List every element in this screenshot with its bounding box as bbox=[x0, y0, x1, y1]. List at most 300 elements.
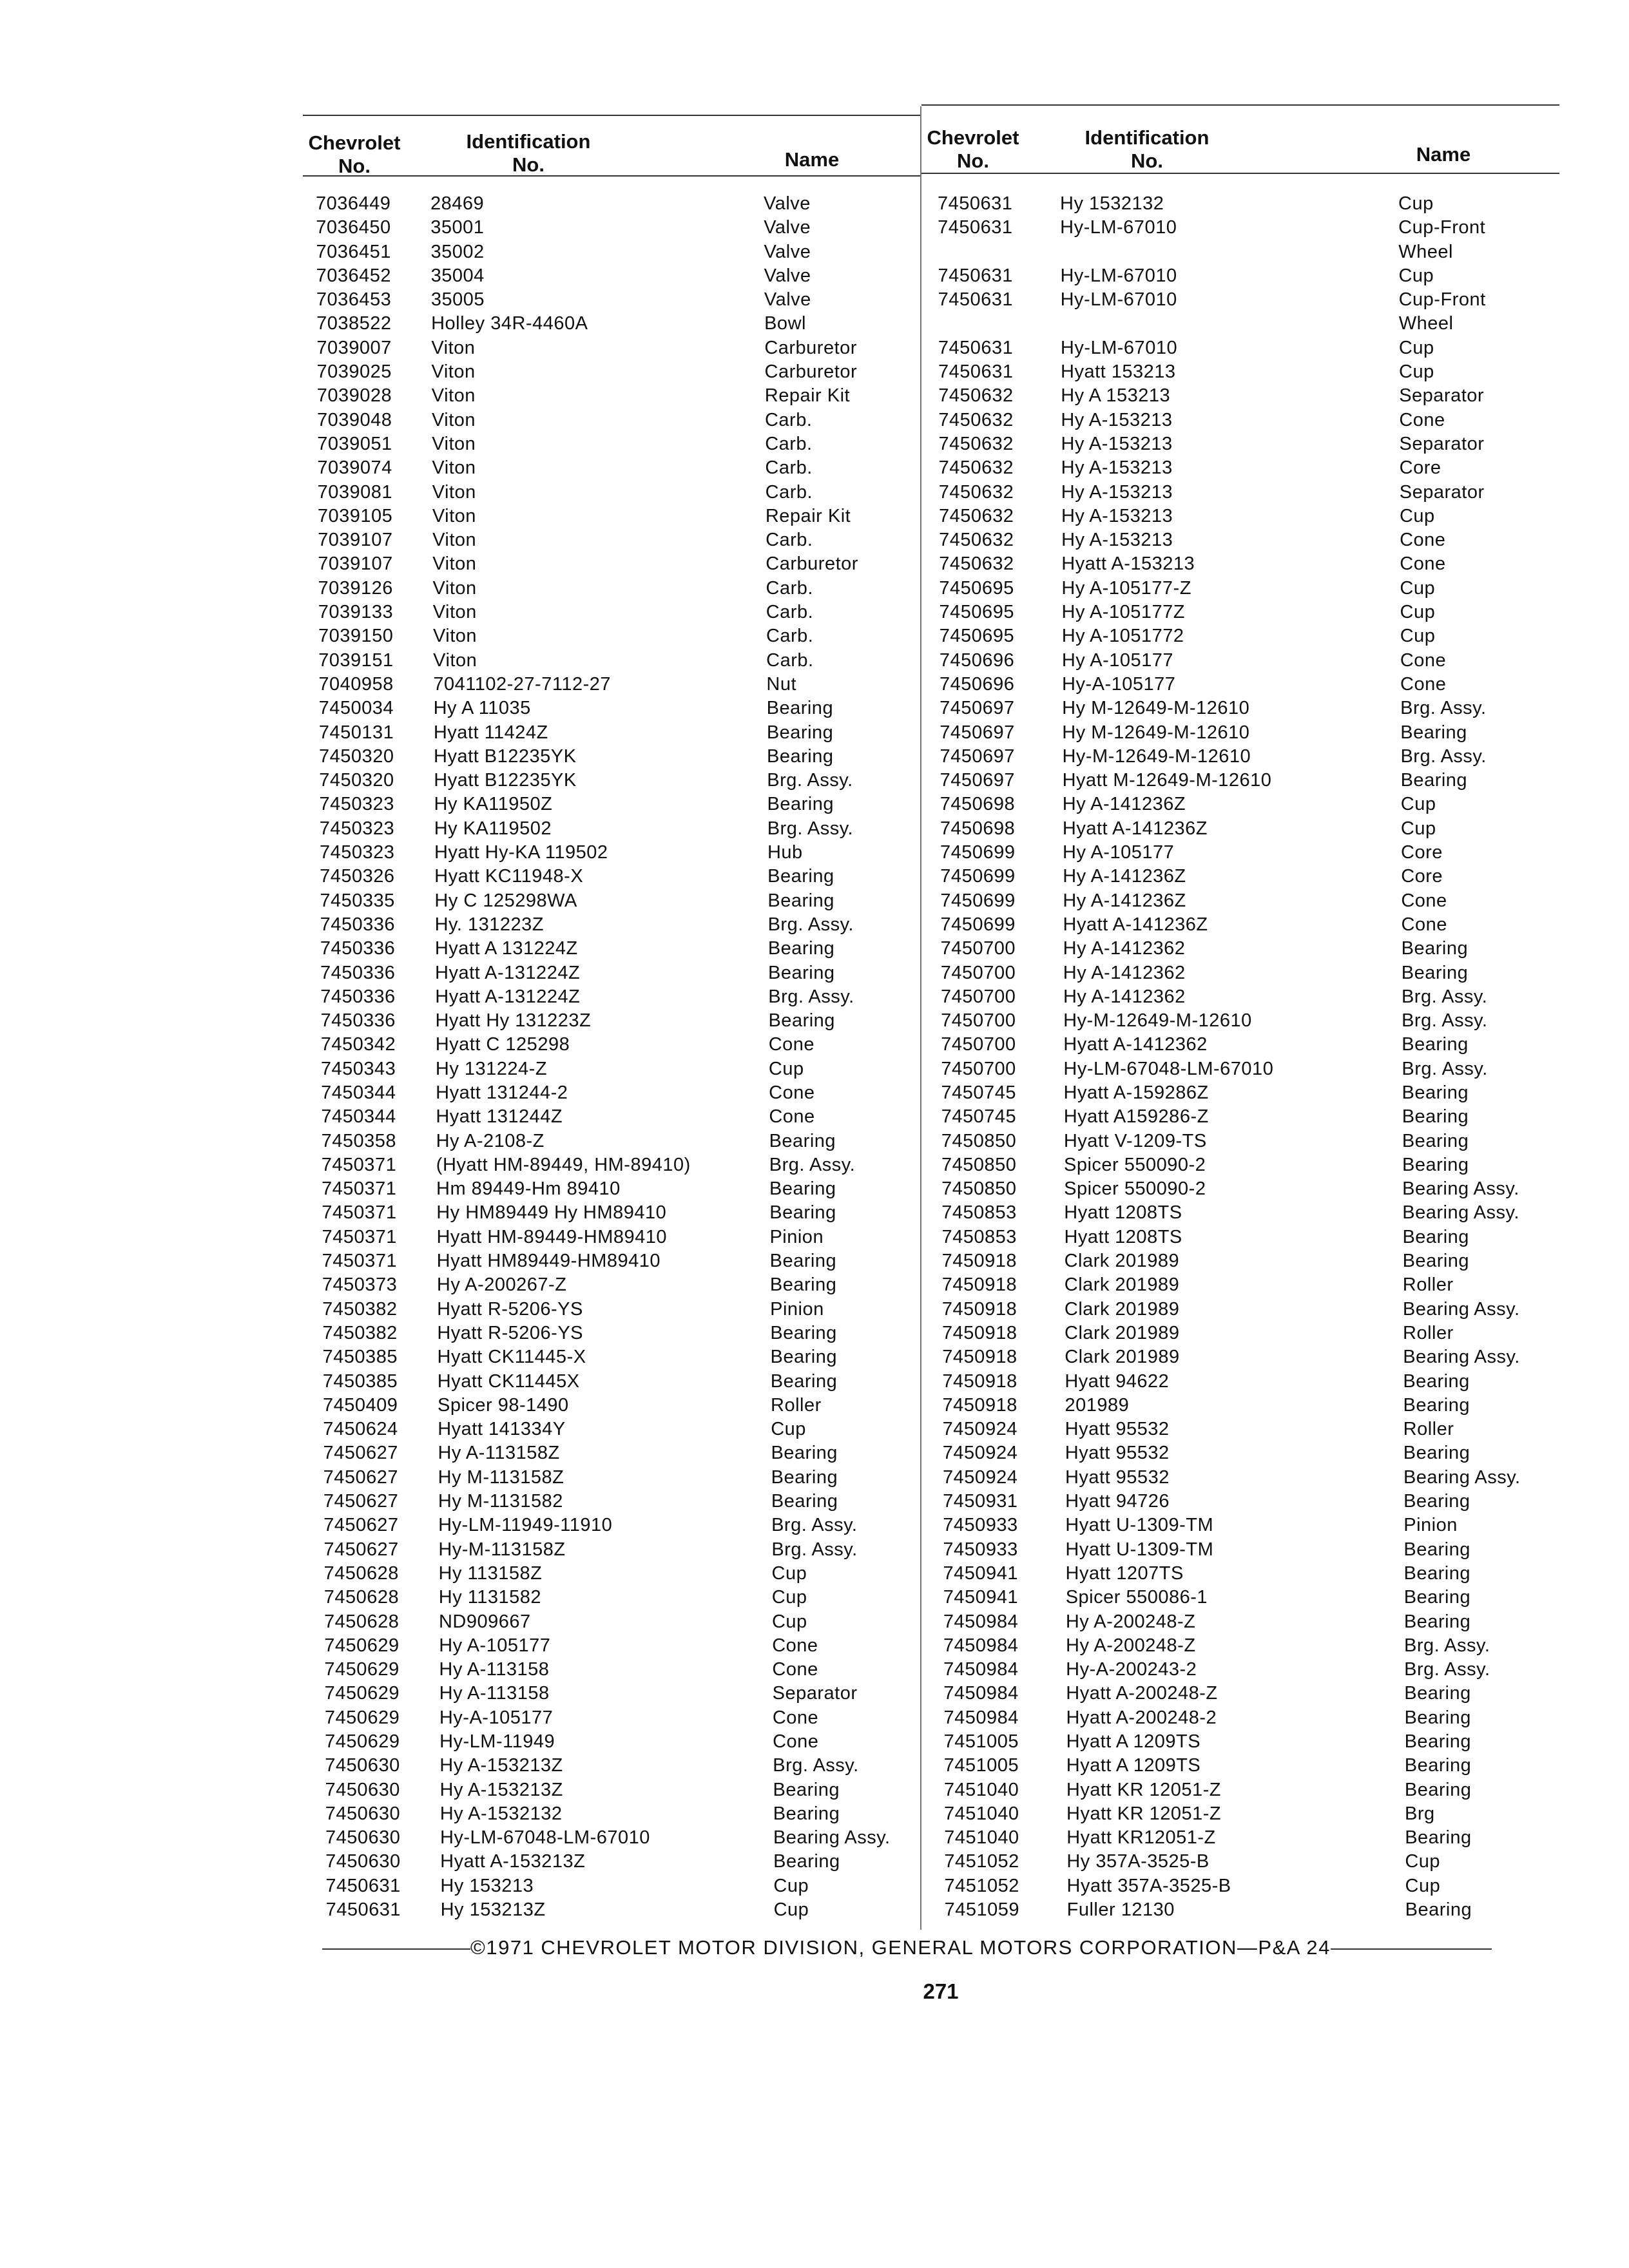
part-row bbox=[939, 481, 1583, 505]
part-row bbox=[321, 1105, 965, 1129]
chevrolet-number: 7450695 bbox=[939, 602, 1014, 623]
part-row bbox=[322, 1153, 966, 1177]
part-name: Cup bbox=[1400, 626, 1436, 647]
identification-number: Hyatt U-1309-TM bbox=[1065, 1539, 1214, 1560]
part-name: Bearing bbox=[768, 1010, 835, 1032]
left-header-identification bbox=[445, 130, 612, 177]
part-row bbox=[941, 961, 1585, 985]
part-name: Wheel bbox=[1398, 313, 1454, 334]
part-name: Bearing bbox=[770, 1370, 838, 1392]
chevrolet-number: 7450631 bbox=[325, 1899, 401, 1921]
identification-number: Hyatt R-5206-YS bbox=[437, 1298, 583, 1320]
chevrolet-number: 7450628 bbox=[323, 1611, 400, 1632]
identification-number: Hyatt A-159286Z bbox=[1063, 1082, 1209, 1103]
part-name: Carb. bbox=[764, 409, 813, 430]
identification-number: Hyatt C 125298 bbox=[435, 1034, 570, 1055]
chevrolet-number: 7039007 bbox=[316, 337, 392, 358]
part-name: Bearing bbox=[1403, 1443, 1470, 1464]
chevrolet-number: 7451052 bbox=[944, 1851, 1019, 1872]
chevrolet-number: 7450630 bbox=[325, 1779, 400, 1800]
part-row bbox=[941, 1177, 1586, 1201]
part-name: Cup bbox=[771, 1419, 806, 1440]
part-row bbox=[320, 961, 965, 985]
part-name: Carb. bbox=[766, 577, 813, 599]
part-row bbox=[941, 1129, 1586, 1153]
chevrolet-number: 7450624 bbox=[323, 1419, 398, 1440]
part-row bbox=[325, 1754, 969, 1778]
part-row bbox=[940, 624, 1584, 648]
part-row bbox=[316, 336, 961, 360]
part-name: Cone bbox=[769, 1106, 815, 1128]
part-row bbox=[944, 1826, 1588, 1850]
identification-number: Hy A-141236Z bbox=[1063, 890, 1186, 911]
identification-number: Hy A 153213 bbox=[1061, 385, 1171, 407]
part-row bbox=[944, 1850, 1588, 1874]
part-row bbox=[940, 673, 1584, 697]
chevrolet-number: 7450700 bbox=[941, 1010, 1016, 1032]
chevrolet-number: 7039048 bbox=[316, 409, 392, 430]
part-row bbox=[943, 1586, 1588, 1610]
chevrolet-number: 7450371 bbox=[322, 1202, 397, 1224]
part-row bbox=[318, 577, 963, 601]
identification-number: ND909667 bbox=[438, 1611, 531, 1632]
part-name: Bearing Assy. bbox=[1402, 1178, 1519, 1200]
part-name: Bearing bbox=[773, 1779, 840, 1800]
chevrolet-number: 7450371 bbox=[322, 1251, 398, 1272]
part-row bbox=[942, 1370, 1586, 1394]
identification-number: Hyatt 141334Y bbox=[438, 1419, 566, 1440]
part-row bbox=[940, 865, 1585, 889]
chevrolet-number: 7450984 bbox=[943, 1659, 1019, 1680]
identification-number: Hy 1131582 bbox=[438, 1587, 541, 1608]
part-name: Bearing bbox=[1400, 770, 1468, 791]
part-name: Brg. Assy. bbox=[1400, 698, 1487, 719]
part-row bbox=[320, 1009, 965, 1033]
part-row bbox=[318, 601, 963, 624]
chevrolet-number: 7450745 bbox=[941, 1082, 1016, 1103]
part-name: Brg. Assy. bbox=[767, 770, 853, 791]
part-name: Bearing bbox=[769, 1130, 836, 1151]
part-row bbox=[940, 889, 1585, 913]
part-row bbox=[322, 1298, 967, 1321]
part-row bbox=[321, 1033, 965, 1057]
chevrolet-number: 7450630 bbox=[325, 1803, 401, 1824]
identification-number: Hyatt 95532 bbox=[1065, 1443, 1170, 1464]
identification-number: Hyatt 357A-3525-B bbox=[1066, 1875, 1231, 1896]
chevrolet-number: 7451059 bbox=[944, 1899, 1020, 1921]
identification-number: Hy HM89449 Hy HM89410 bbox=[436, 1202, 667, 1224]
identification-number: Hyatt A-131224Z bbox=[435, 986, 581, 1007]
identification-number: Fuller 12130 bbox=[1066, 1899, 1175, 1921]
identification-number: Hyatt A-141236Z bbox=[1063, 914, 1208, 935]
identification-number: Hy A-153213Z bbox=[439, 1755, 563, 1776]
identification-number: Hy A-105177 bbox=[1063, 842, 1175, 863]
identification-number: Hyatt A-200248-Z bbox=[1066, 1683, 1218, 1704]
chevrolet-number: 7450323 bbox=[319, 818, 395, 839]
part-name: Brg. Assy. bbox=[767, 818, 854, 839]
part-name: Roller bbox=[1403, 1322, 1454, 1343]
chevrolet-number: 7450924 bbox=[942, 1419, 1018, 1440]
chevrolet-number: 7036449 bbox=[316, 193, 391, 214]
identification-number: Hy 1532132 bbox=[1060, 193, 1164, 214]
chevrolet-number: 7450131 bbox=[318, 722, 394, 743]
part-name: Carb. bbox=[765, 481, 813, 503]
part-name: Pinion bbox=[770, 1298, 824, 1320]
identification-number: Clark 201989 bbox=[1064, 1251, 1180, 1272]
part-row bbox=[943, 1706, 1588, 1730]
part-name: Roller bbox=[1402, 1274, 1454, 1296]
part-row bbox=[938, 384, 1583, 408]
identification-number: Hy A-1051772 bbox=[1061, 626, 1184, 647]
part-name: Cup bbox=[1405, 1851, 1441, 1872]
identification-number: Hy 131224-Z bbox=[435, 1058, 548, 1079]
identification-number: Clark 201989 bbox=[1065, 1322, 1180, 1343]
chevrolet-number: 7450373 bbox=[322, 1274, 398, 1296]
chevrolet-number: 7039105 bbox=[317, 505, 393, 526]
part-row bbox=[942, 1249, 1586, 1273]
part-name: Pinion bbox=[769, 1226, 824, 1247]
chevrolet-number: 7039051 bbox=[317, 433, 392, 454]
identification-number: Hy M-1131582 bbox=[438, 1491, 563, 1512]
part-row bbox=[320, 937, 965, 961]
part-row bbox=[323, 1394, 967, 1418]
chevrolet-number: 7450632 bbox=[938, 481, 1014, 503]
identification-number: Hyatt R-5206-YS bbox=[437, 1322, 584, 1343]
part-row bbox=[325, 1802, 970, 1826]
part-row bbox=[938, 192, 1582, 216]
part-name: Carb. bbox=[766, 626, 814, 647]
identification-number: Hy M-12649-M-12610 bbox=[1062, 698, 1250, 719]
part-name: Bearing bbox=[767, 794, 834, 815]
part-row bbox=[322, 1177, 966, 1201]
part-row bbox=[942, 1321, 1586, 1345]
identification-number: Hy A-200248-Z bbox=[1065, 1611, 1196, 1632]
chevrolet-number: 7450984 bbox=[943, 1635, 1019, 1656]
part-name: Cup bbox=[771, 1611, 807, 1632]
chevrolet-number: 7450698 bbox=[940, 818, 1016, 839]
identification-number: 201989 bbox=[1065, 1394, 1130, 1416]
chevrolet-number: 7450627 bbox=[323, 1539, 399, 1560]
part-name: Cup bbox=[1399, 505, 1435, 526]
identification-number: Hy M-12649-M-12610 bbox=[1062, 722, 1250, 743]
part-name: Cone bbox=[769, 1082, 815, 1103]
part-name: Cone bbox=[772, 1635, 818, 1656]
part-row bbox=[316, 312, 961, 336]
identification-number: Viton bbox=[432, 577, 477, 599]
identification-number: Hy C 125298WA bbox=[434, 890, 577, 911]
identification-number: Hy A-153213 bbox=[1061, 433, 1173, 454]
chevrolet-number: 7450984 bbox=[943, 1683, 1019, 1704]
chevrolet-number: 7450320 bbox=[319, 770, 394, 791]
chevrolet-number: 7450700 bbox=[941, 1034, 1016, 1055]
part-row bbox=[944, 1754, 1588, 1778]
part-row bbox=[941, 1057, 1585, 1081]
identification-number: Hy-LM-67010 bbox=[1060, 265, 1177, 286]
chevrolet-number: 7450918 bbox=[942, 1370, 1017, 1392]
identification-number: Hyatt A 1209TS bbox=[1066, 1755, 1201, 1776]
chevrolet-number: 7450699 bbox=[940, 866, 1016, 887]
identification-number: Clark 201989 bbox=[1064, 1298, 1180, 1320]
identification-number: Viton bbox=[431, 409, 476, 430]
chevrolet-number: 7450697 bbox=[940, 698, 1015, 719]
part-row bbox=[938, 264, 1582, 288]
chevrolet-number: 7450631 bbox=[938, 337, 1014, 358]
part-name: Cup bbox=[1400, 818, 1436, 839]
part-name: Wheel bbox=[1398, 241, 1453, 262]
part-row bbox=[324, 1634, 969, 1658]
identification-number: Hyatt U-1309-TM bbox=[1065, 1515, 1214, 1536]
identification-number: Hyatt Hy-KA 119502 bbox=[434, 842, 608, 863]
part-row bbox=[945, 1874, 1589, 1898]
part-name: Cup bbox=[1400, 602, 1436, 623]
chevrolet-number: 7450344 bbox=[321, 1082, 396, 1103]
part-row bbox=[323, 1538, 968, 1562]
part-name: Cone bbox=[1400, 649, 1447, 671]
identification-number: Viton bbox=[432, 626, 477, 647]
footer-text: ©1971 CHEVROLET MOTOR DIVISION, GENERAL MOTORS CORPORATION—P&A 24 bbox=[470, 1936, 1331, 1959]
part-row bbox=[316, 240, 960, 264]
part-name: Bearing bbox=[1404, 1755, 1472, 1776]
chevrolet-number: 7039150 bbox=[318, 626, 394, 647]
part-name: Bearing Assy. bbox=[1402, 1202, 1519, 1224]
part-name: Separator bbox=[1399, 385, 1485, 407]
identification-number: Hy A-153213 bbox=[1061, 457, 1173, 479]
part-row bbox=[938, 312, 1583, 336]
part-name: Carb. bbox=[766, 530, 813, 551]
part-name: Valve bbox=[764, 265, 811, 286]
part-row bbox=[943, 1610, 1588, 1634]
part-name: Bearing bbox=[767, 745, 834, 767]
chevrolet-number: 7450343 bbox=[320, 1058, 396, 1079]
identification-number: Hyatt HM-89449-HM89410 bbox=[436, 1226, 667, 1247]
part-name: Carb. bbox=[765, 433, 813, 454]
part-row bbox=[318, 481, 962, 505]
part-name: Bearing Assy. bbox=[1402, 1298, 1520, 1320]
chevrolet-number: 7450631 bbox=[938, 289, 1013, 311]
chevrolet-number: 7450336 bbox=[320, 914, 395, 935]
part-row bbox=[939, 456, 1583, 480]
part-name: Bearing bbox=[771, 1443, 838, 1464]
part-name: Bearing bbox=[767, 890, 834, 911]
identification-number: Hy A-141236Z bbox=[1062, 794, 1186, 815]
header-rule-right bbox=[921, 173, 1559, 174]
part-row bbox=[317, 432, 961, 456]
identification-number: Hy A-1412362 bbox=[1063, 986, 1186, 1007]
part-name: Carburetor bbox=[766, 553, 858, 575]
part-name: Bearing bbox=[1403, 1491, 1470, 1512]
part-name: Cup bbox=[771, 1562, 807, 1584]
part-row bbox=[323, 1514, 968, 1537]
part-row bbox=[324, 1562, 969, 1586]
part-name: Bearing bbox=[771, 1466, 838, 1488]
chevrolet-number: 7450699 bbox=[940, 890, 1016, 911]
part-name: Brg. Assy. bbox=[769, 1154, 856, 1175]
left-header-name-text: Name bbox=[784, 148, 840, 171]
chevrolet-number: 7039081 bbox=[317, 481, 393, 503]
identification-number: Clark 201989 bbox=[1065, 1347, 1180, 1368]
part-row bbox=[326, 1898, 970, 1922]
part-name: Brg. Assy. bbox=[1404, 1659, 1490, 1680]
chevrolet-number: 7039028 bbox=[316, 385, 392, 407]
identification-number: Hy 153213Z bbox=[440, 1899, 546, 1921]
part-name: Bearing bbox=[773, 1803, 840, 1824]
part-name: Brg. Assy. bbox=[1401, 986, 1488, 1007]
identification-number: Hyatt 131244-2 bbox=[436, 1082, 568, 1103]
part-row bbox=[941, 1081, 1586, 1105]
part-name: Cup bbox=[773, 1875, 809, 1896]
identification-number: Hy 113158Z bbox=[438, 1562, 543, 1584]
identification-number: Hy-A-105177 bbox=[439, 1707, 554, 1728]
identification-number: Viton bbox=[431, 361, 476, 383]
identification-number: Hyatt A159286-Z bbox=[1063, 1106, 1209, 1128]
identification-number: Hy-M-12649-M-12610 bbox=[1063, 1010, 1252, 1032]
part-row bbox=[321, 1081, 965, 1105]
part-row bbox=[940, 793, 1585, 816]
part-name: Cone bbox=[768, 1034, 815, 1055]
identification-number: Holley 34R-4460A bbox=[431, 313, 588, 334]
part-row bbox=[320, 817, 964, 841]
identification-number: Spicer 98-1490 bbox=[438, 1394, 569, 1416]
chevrolet-number: 7451040 bbox=[943, 1779, 1019, 1800]
chevrolet-number: 7036450 bbox=[316, 217, 391, 238]
identification-number: Hyatt KR 12051-Z bbox=[1066, 1803, 1222, 1824]
chevrolet-number: 7450629 bbox=[324, 1683, 400, 1704]
chevrolet-number: 7450336 bbox=[320, 1010, 396, 1032]
part-row bbox=[938, 216, 1582, 240]
part-name: Cone bbox=[772, 1707, 819, 1728]
identification-number: Spicer 550090-2 bbox=[1064, 1178, 1206, 1200]
part-name: Cup bbox=[1400, 577, 1436, 599]
part-name: Valve bbox=[764, 193, 811, 214]
footer-dash-right bbox=[1331, 1948, 1492, 1950]
chevrolet-number: 7450335 bbox=[320, 890, 395, 911]
chevrolet-number: 7450696 bbox=[939, 649, 1015, 671]
chevrolet-number: 7450627 bbox=[323, 1443, 398, 1464]
part-name: Brg. Assy. bbox=[771, 1515, 858, 1536]
chevrolet-number: 7450371 bbox=[322, 1226, 397, 1247]
chevrolet-number: 7451005 bbox=[943, 1755, 1019, 1776]
part-row bbox=[325, 1874, 970, 1898]
chevrolet-number: 7451040 bbox=[944, 1827, 1019, 1849]
identification-number: Hyatt A-1412362 bbox=[1063, 1034, 1208, 1055]
part-row bbox=[939, 505, 1583, 528]
part-row bbox=[944, 1778, 1588, 1802]
chevrolet-number: 7450385 bbox=[322, 1370, 398, 1392]
chevrolet-number: 7450627 bbox=[323, 1491, 399, 1512]
identification-number: Hyatt 1207TS bbox=[1065, 1562, 1184, 1584]
part-name: Roller bbox=[771, 1394, 822, 1416]
part-name: Brg. Assy. bbox=[1402, 1058, 1488, 1079]
chevrolet-number: 7450371 bbox=[321, 1154, 397, 1175]
identification-number: Hyatt CK11445-X bbox=[437, 1347, 586, 1368]
part-name: Roller bbox=[1403, 1419, 1454, 1440]
part-row bbox=[938, 240, 1582, 264]
identification-number: Hy 153213 bbox=[440, 1875, 534, 1896]
identification-number: Hyatt V-1209-TS bbox=[1063, 1130, 1207, 1151]
chevrolet-number: 7450628 bbox=[323, 1587, 400, 1608]
part-row bbox=[939, 552, 1583, 576]
part-name: Brg. Assy. bbox=[1400, 745, 1487, 767]
part-row bbox=[324, 1658, 969, 1682]
chevrolet-number: 7450853 bbox=[941, 1226, 1017, 1247]
part-row bbox=[322, 1201, 966, 1225]
part-row bbox=[323, 1441, 967, 1465]
identification-number: Hy A-200267-Z bbox=[436, 1274, 567, 1296]
part-name: Carb. bbox=[766, 649, 814, 671]
chevrolet-number: 7450632 bbox=[938, 457, 1014, 479]
part-name: Brg. Assy. bbox=[1402, 1010, 1488, 1032]
part-name: Separator bbox=[1399, 481, 1485, 503]
identification-number: Hy A-153213 bbox=[1061, 530, 1173, 551]
identification-number: Hyatt Hy 131223Z bbox=[435, 1010, 592, 1032]
identification-number: Hy A-113158 bbox=[439, 1659, 550, 1680]
part-name: Bearing bbox=[1404, 1707, 1471, 1728]
part-row bbox=[321, 1057, 965, 1081]
chevrolet-number: 7451005 bbox=[943, 1731, 1019, 1752]
identification-number: Spicer 550086-1 bbox=[1065, 1587, 1208, 1608]
copyright-footer bbox=[322, 1936, 1566, 1959]
part-row bbox=[940, 721, 1584, 745]
identification-number: Hy A-200248-Z bbox=[1066, 1635, 1196, 1656]
identification-number: Viton bbox=[432, 481, 476, 503]
part-name: Bearing bbox=[771, 1491, 838, 1512]
identification-number: Hyatt A-131224Z bbox=[435, 962, 581, 983]
part-row bbox=[316, 288, 961, 312]
identification-number: Hy A-141236Z bbox=[1063, 866, 1186, 887]
identification-number: Hy KA11950Z bbox=[434, 794, 553, 815]
identification-number: Hy A-153213 bbox=[1061, 481, 1173, 503]
part-name: Bearing bbox=[1403, 1562, 1471, 1584]
chevrolet-number: 7450699 bbox=[940, 914, 1016, 935]
right-header-no-text: No. bbox=[957, 149, 989, 172]
identification-number: Hyatt KR 12051-Z bbox=[1066, 1779, 1221, 1800]
chevrolet-number: 7450371 bbox=[322, 1178, 397, 1200]
part-row bbox=[943, 1418, 1587, 1441]
chevrolet-number: 7450382 bbox=[322, 1298, 398, 1320]
chevrolet-number: 7450336 bbox=[320, 962, 396, 983]
chevrolet-number: 7450627 bbox=[323, 1515, 399, 1536]
part-name: Bearing bbox=[1403, 1587, 1471, 1608]
identification-number: Hyatt 95532 bbox=[1065, 1466, 1170, 1488]
part-row bbox=[943, 1538, 1587, 1562]
part-name: Bearing Assy. bbox=[1403, 1347, 1520, 1368]
chevrolet-number: 7450918 bbox=[941, 1298, 1017, 1320]
identification-number: Hy A-1412362 bbox=[1063, 938, 1186, 959]
part-name: Cone bbox=[1400, 553, 1446, 575]
identification-number: Hy M-113158Z bbox=[438, 1466, 564, 1488]
part-name: Bearing bbox=[1402, 1251, 1470, 1272]
part-name: Cone bbox=[1399, 409, 1445, 430]
part-name: Cone bbox=[1400, 530, 1446, 551]
identification-number: Hy A-153213 bbox=[1061, 409, 1173, 430]
part-row bbox=[317, 408, 961, 432]
chevrolet-number: 7450918 bbox=[941, 1274, 1017, 1296]
identification-number: 35004 bbox=[430, 265, 485, 286]
part-row bbox=[320, 865, 964, 889]
part-row bbox=[324, 1610, 969, 1634]
right-header-id-no-text: No. bbox=[1131, 149, 1163, 172]
part-name: Brg. Assy. bbox=[1404, 1635, 1490, 1656]
identification-number: Hyatt A-153213Z bbox=[440, 1851, 586, 1872]
part-name: Cup bbox=[1400, 794, 1436, 815]
part-name: Core bbox=[1401, 842, 1443, 863]
part-name: Bearing bbox=[766, 698, 834, 719]
part-name: Core bbox=[1399, 457, 1441, 479]
part-row bbox=[944, 1802, 1588, 1826]
part-row bbox=[320, 889, 964, 913]
chevrolet-number: 7450336 bbox=[320, 938, 396, 959]
chevrolet-number: 7450631 bbox=[938, 193, 1013, 214]
